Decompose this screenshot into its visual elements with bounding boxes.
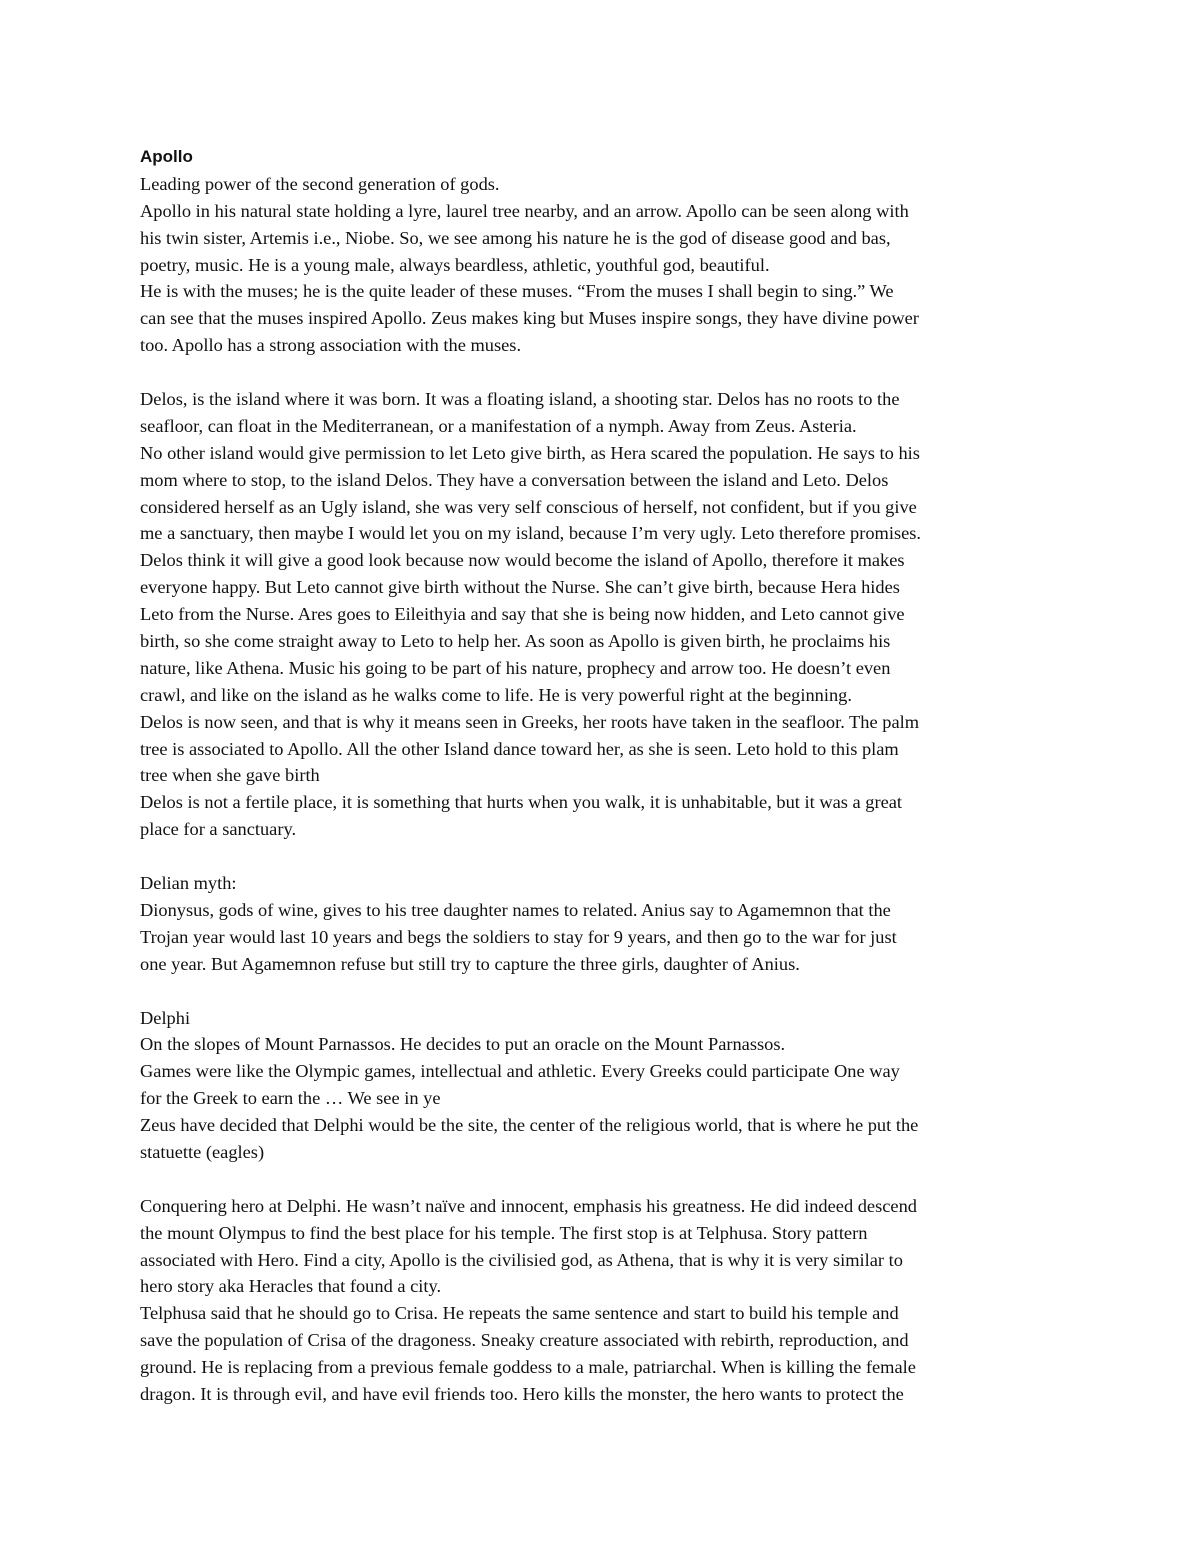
- text-line: Delos think it will give a good look because now would become the island of Apollo, therefore it makes: [140, 550, 905, 571]
- text-line: Delos is not a fertile place, it is something that hurts when you walk, it is unhabitable, but it was a great: [140, 792, 903, 813]
- text-line: everyone happy. But Leto cannot give birth without the Nurse. She can’t give birth, because Hera hides: [140, 577, 900, 598]
- text-line: Delphi: [140, 1007, 191, 1028]
- text-line: associated with Hero. Find a city, Apollo is the civilisied god, as Athena, that is why it is very similar to: [140, 1249, 903, 1270]
- text-line: the mount Olympus to find the best place for his temple. The first stop is at Telphusa. Story pattern: [140, 1222, 868, 1243]
- text-line: too. Apollo has a strong association with the muses.: [140, 335, 522, 356]
- text-line: dragon. It is through evil, and have evil friends too. Hero kills the monster, the hero wants to protect the: [140, 1383, 904, 1404]
- text-line: tree when she gave birth: [140, 765, 320, 786]
- text-line: me a sanctuary, then maybe I would let you on my island, because I’m very ugly. Leto therefore promises.: [140, 523, 922, 544]
- text-line: Apollo in his natural state holding a lyre, laurel tree nearby, and an arrow. Apollo can be seen along with: [140, 200, 909, 221]
- text-line: hero story aka Heracles that found a city.: [140, 1276, 442, 1297]
- text-line: birth, so she come straight away to Leto to help her. As soon as Apollo is given birth, he proclaims his: [140, 631, 891, 652]
- text-line: Delos, is the island where it was born. It was a floating island, a shooting star. Delos has no roots to the: [140, 389, 900, 410]
- text-line: can see that the muses inspired Apollo. Zeus makes king but Muses inspire songs, they have divine power: [140, 308, 919, 329]
- text-line: Trojan year would last 10 years and begs the soldiers to stay for 9 years, and then go to the war for just: [140, 926, 897, 947]
- text-line: poetry, music. He is a young male, always beardless, athletic, youthful god, beautiful.: [140, 254, 770, 275]
- text-line: for the Greek to earn the … We see in ye: [140, 1088, 441, 1109]
- text-line: seafloor, can float in the Mediterranean, or a manifestation of a nymph. Away from Zeus. Asteria.: [140, 415, 857, 436]
- blank-line: [140, 1166, 1065, 1193]
- text-line: He is with the muses; he is the quite leader of these muses. “From the muses I shall begin to sing.” We: [140, 281, 894, 302]
- blank-line: [140, 978, 1065, 1005]
- text-line: statuette (eagles): [140, 1141, 265, 1162]
- blank-line: [140, 843, 1065, 870]
- text-line: Dionysus, gods of wine, gives to his tree daughter names to related. Anius say to Agamemnon that the: [140, 899, 891, 920]
- text-line: Conquering hero at Delphi. He wasn’t naïve and innocent, emphasis his greatness. He did indeed descend: [140, 1195, 917, 1216]
- text-line: On the slopes of Mount Parnassos. He decides to put an oracle on the Mount Parnassos.: [140, 1034, 786, 1055]
- text-line: crawl, and like on the island as he walks come to life. He is very powerful right at the beginning.: [140, 684, 852, 705]
- text-line: place for a sanctuary.: [140, 819, 297, 840]
- text-line: Zeus have decided that Delphi would be the site, the center of the religious world, that is where he put the: [140, 1115, 919, 1136]
- text-line: his twin sister, Artemis i.e., Niobe. So, we see among his nature he is the god of disease good and bas,: [140, 227, 891, 248]
- document-title: Apollo: [140, 147, 193, 166]
- document-text: [140, 171, 1065, 1408]
- text-line: nature, like Athena. Music his going to be part of his nature, prophecy and arrow too. He doesn’t even: [140, 657, 891, 678]
- text-line: considered herself as an Ugly island, she was very self conscious of herself, not confident, but if you give: [140, 496, 917, 517]
- text-line: Leto from the Nurse. Ares goes to Eileithyia and say that she is being now hidden, and Leto cannot give: [140, 604, 905, 625]
- blank-line: [140, 359, 1065, 386]
- text-line: Delos is now seen, and that is why it means seen in Greeks, her roots have taken in the seafloor. The palm: [140, 711, 920, 732]
- text-line: one year. But Agamemnon refuse but still try to capture the three girls, daughter of Anius.: [140, 953, 800, 974]
- text-line: Leading power of the second generation of gods.: [140, 173, 500, 194]
- text-line: mom where to stop, to the island Delos. They have a conversation between the island and Leto. Delos: [140, 469, 889, 490]
- text-line: Telphusa said that he should go to Crisa. He repeats the same sentence and start to build his temple and: [140, 1303, 899, 1324]
- text-line: tree is associated to Apollo. All the other Island dance toward her, as she is seen. Leto hold to this plam: [140, 738, 899, 759]
- text-line: ground. He is replacing from a previous female goddess to a male, patriarchal. When is killing the female: [140, 1357, 916, 1378]
- text-line: Games were like the Olympic games, intellectual and athletic. Every Greeks could participate One way: [140, 1061, 900, 1082]
- document-body: [140, 144, 1065, 1408]
- text-line: Delian myth:: [140, 873, 237, 894]
- text-line: No other island would give permission to let Leto give birth, as Hera scared the population. He says to his: [140, 442, 920, 463]
- text-line: save the population of Crisa of the dragoness. Sneaky creature associated with rebirth, reproduction, and: [140, 1330, 909, 1351]
